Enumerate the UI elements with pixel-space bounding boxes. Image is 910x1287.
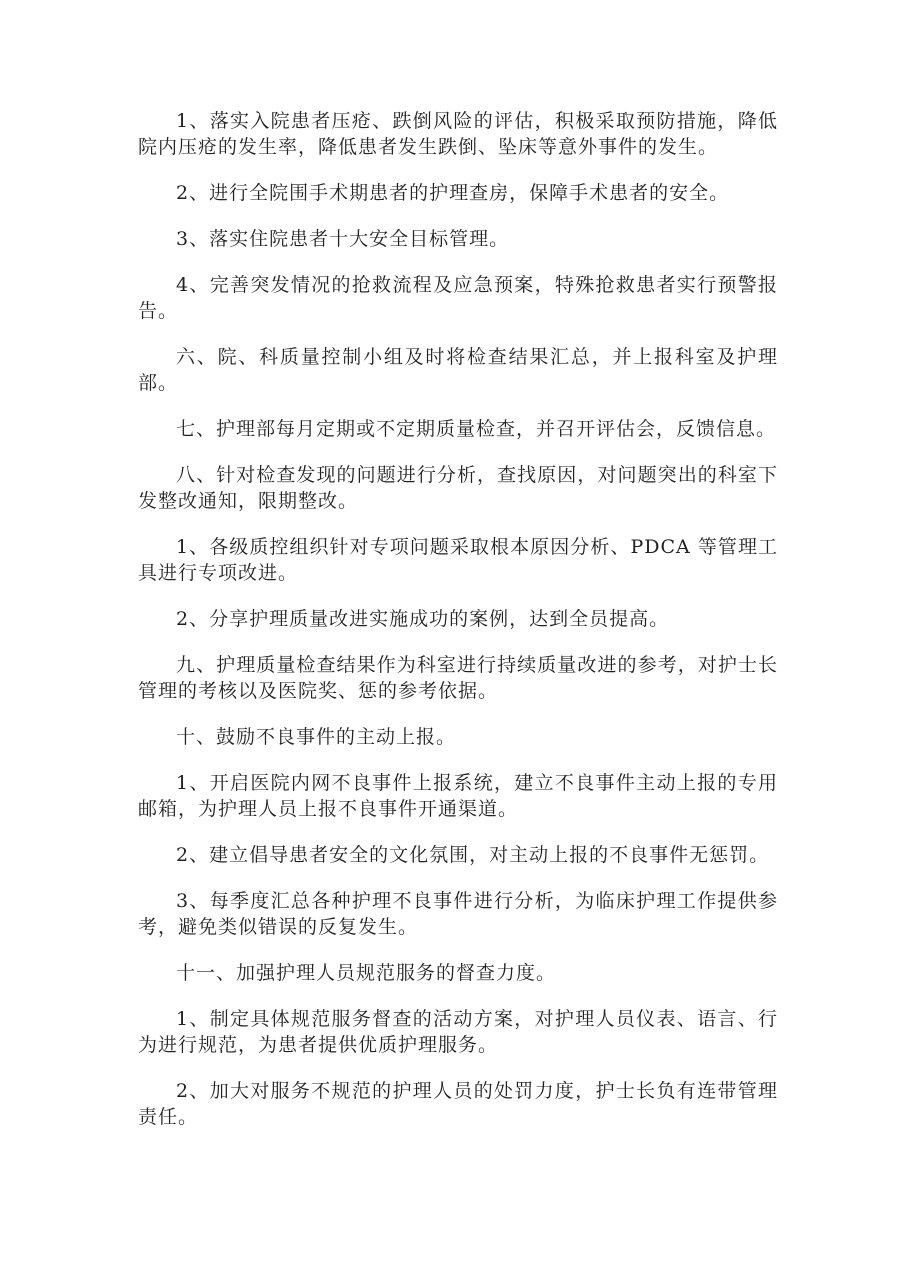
paragraph-6: 七、护理部每月定期或不定期质量检查，并召开评估会，反馈信息。 (176, 418, 777, 440)
paragraph-15: 十一、加强护理人员规范服务的督查力度。 (176, 962, 557, 984)
paragraph-3: 3、落实住院患者十大安全目标管理。 (176, 228, 510, 250)
paragraph-17: 2、加大对服务不规范的护理人员的处罚力度，护士长负有连带管理责任。 (138, 1080, 778, 1128)
paragraph-9: 2、分享护理质量改进实施成功的案例，达到全员提高。 (176, 608, 670, 630)
paragraph-10: 九、护理质量检查结果作为科室进行持续质量改进的参考，对护士长管理的考核以及医院奖、惩的参考依据。 (138, 654, 778, 702)
paragraph-4: 4、完善突发情况的抢救流程及应急预案，特殊抢救患者实行预警报告。 (138, 274, 778, 322)
paragraph-14: 3、每季度汇总各种护理不良事件进行分析，为临床护理工作提供参考，避免类似错误的反复发生。 (138, 890, 778, 938)
document-body (138, 108, 778, 1150)
paragraph-11: 十、鼓励不良事件的主动上报。 (176, 726, 457, 748)
paragraph-7: 八、针对检查发现的问题进行分析，查找原因，对问题突出的科室下发整改通知，限期整改。 (138, 464, 778, 512)
paragraph-8: 1、各级质控组织针对专项问题采取根本原因分析、PDCA 等管理工具进行专项改进。 (138, 536, 778, 584)
paragraph-16: 1、制定具体规范服务督查的活动方案，对护理人员仪表、语言、行为进行规范，为患者提供优质护理服务。 (138, 1008, 778, 1056)
paragraph-1: 1、落实入院患者压疮、跌倒风险的评估，积极采取预防措施，降低院内压疮的发生率，降低患者发生跌倒、坠床等意外事件的发生。 (138, 110, 778, 158)
paragraph-5: 六、院、科质量控制小组及时将检查结果汇总，并上报科室及护理部。 (138, 346, 778, 394)
paragraph-13: 2、建立倡导患者安全的文化氛围，对主动上报的不良事件无惩罚。 (176, 844, 770, 866)
paragraph-12: 1、开启医院内网不良事件上报系统，建立不良事件主动上报的专用邮箱，为护理人员上报不良事件开通渠道。 (138, 772, 778, 820)
paragraph-2: 2、进行全院围手术期患者的护理查房，保障手术患者的安全。 (176, 182, 730, 204)
